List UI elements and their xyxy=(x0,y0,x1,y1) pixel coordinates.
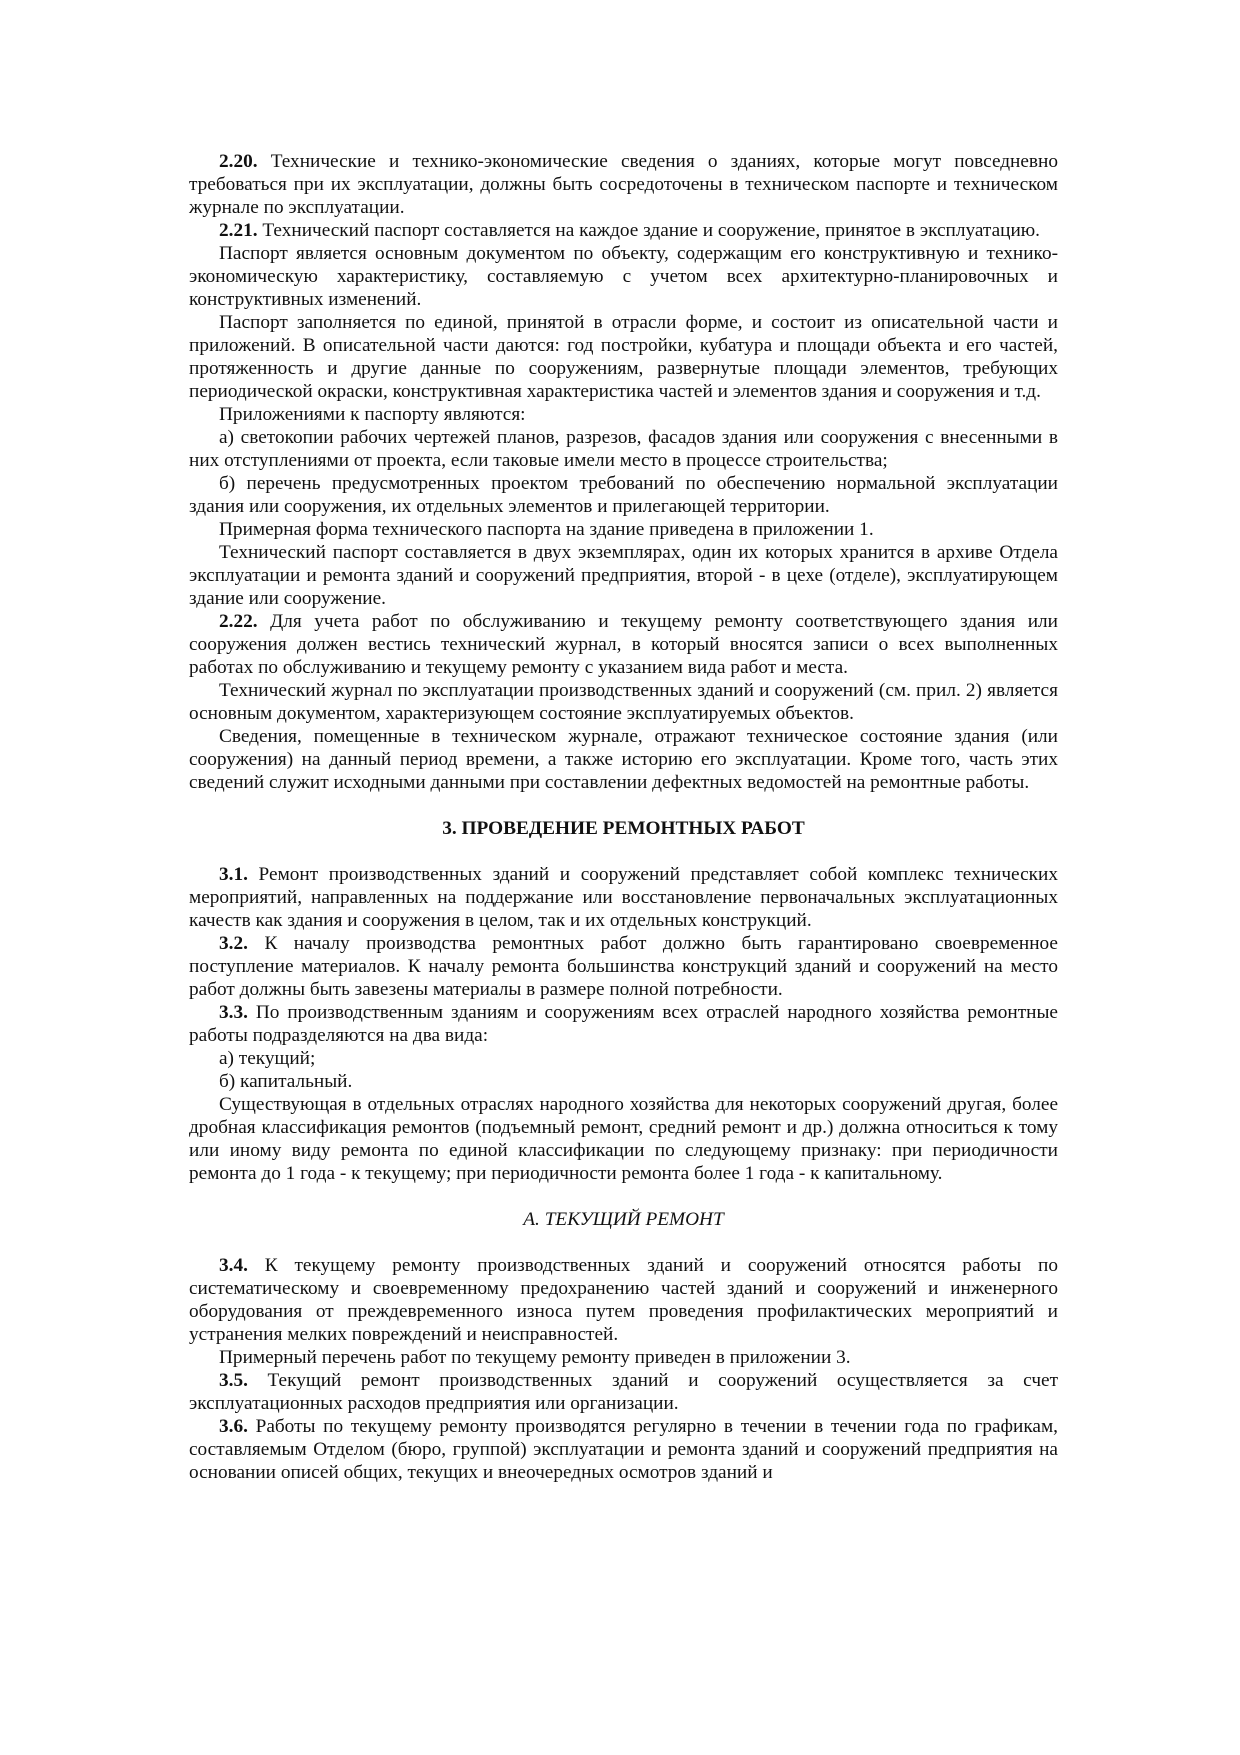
paragraph xyxy=(189,1369,1058,1415)
paragraphs-block-3a xyxy=(189,1254,1058,1484)
paragraph xyxy=(189,426,1058,472)
paragraph-text: а) текущий; xyxy=(219,1048,316,1069)
paragraph xyxy=(189,150,1058,219)
paragraph-text: Технический паспорт составляется на каждое здание и сооружение, принятое в эксплуатацию. xyxy=(262,220,1041,241)
clause-number: 3.6. xyxy=(219,1416,248,1437)
clause-number: 2.22. xyxy=(219,611,258,632)
clause-number: 3.5. xyxy=(219,1370,248,1391)
paragraph-text: Существующая в отдельных отраслях народного хозяйства для некоторых сооружений другая, более дробная классификация ремонтов (подъемный ремонт, средний ремонт и др.) должна относиться к тому или иному виду ремонта по единой классификации по следующему признаку: при периодичности ремонта до 1 года - к текущему; при периодичности ремонта более 1 года - к капитальному. xyxy=(189,1094,1058,1184)
paragraph-text: а) светокопии рабочих чертежей планов, разрезов, фасадов здания или сооружения с внесенными в них отступлениями от проекта, если таковые имели место в процессе строительства; xyxy=(189,427,1058,471)
section-heading: 3. ПРОВЕДЕНИЕ РЕМОНТНЫХ РАБОТ xyxy=(442,818,805,839)
clause-number: 2.21. xyxy=(219,220,258,241)
paragraph-text: Текущий ремонт производственных зданий и сооружений осуществляется за счет эксплуатационных расходов предприятия или организации. xyxy=(189,1370,1058,1414)
paragraph-text: б) перечень предусмотренных проектом требований по обеспечению нормальной эксплуатации здания или сооружения, их отдельных элементов и прилегающей территории. xyxy=(189,473,1058,517)
paragraph-text: Технический журнал по эксплуатации производственных зданий и сооружений (см. прил. 2) является основным документом, характеризующем состояние эксплуатируемых объектов. xyxy=(189,680,1058,724)
paragraph-text: Паспорт является основным документом по объекту, содержащим его конструктивную и технико-экономическую характеристику, составляемую с учетом всех архитектурно-планировочных и конструктивных изменений. xyxy=(189,243,1058,310)
paragraph-text: Для учета работ по обслуживанию и текущему ремонту соответствующего здания или сооружения должен вестись технический журнал, в который вносятся записи о всех выполненных работах по обслуживанию и текущему ремонту с указанием вида работ и места. xyxy=(189,611,1058,678)
paragraph-text: Ремонт производственных зданий и сооружений представляет собой комплекс технических мероприятий, направленных на поддержание или восстановление первоначальных эксплуатационных качеств как здания и сооружения в целом, так и их отдельных конструкций. xyxy=(189,864,1058,931)
paragraph xyxy=(189,1093,1058,1185)
paragraph xyxy=(189,1070,1058,1093)
clause-number: 3.4. xyxy=(219,1255,248,1276)
paragraph xyxy=(189,403,1058,426)
paragraph xyxy=(189,725,1058,794)
paragraph-text: Примерная форма технического паспорта на здание приведена в приложении 1. xyxy=(219,519,874,540)
paragraph xyxy=(189,1254,1058,1346)
document-page xyxy=(189,150,1058,1484)
paragraph-text: Технические и технико-экономические сведения о зданиях, которые могут повседневно требоваться при их эксплуатации, должны быть сосредоточены в техническом паспорте и техническом журнале по эксплуатации. xyxy=(189,151,1058,218)
paragraph xyxy=(189,863,1058,932)
paragraph-text: Паспорт заполняется по единой, принятой в отрасли форме, и состоит из описательной части и приложений. В описательной части даются: год постройки, кубатура и площади объекта и его частей, протяженность и другие данные по сооружениям, развернутые площади элементов, требующих периодической окраски, конструктивная характеристика частей и элементов здания и сооружения и т.д. xyxy=(189,312,1058,402)
paragraph xyxy=(189,518,1058,541)
paragraph xyxy=(189,472,1058,518)
paragraph-text: Приложениями к паспорту являются: xyxy=(219,404,526,425)
paragraph xyxy=(189,1001,1058,1047)
paragraph xyxy=(189,610,1058,679)
paragraphs-block-2 xyxy=(189,150,1058,794)
paragraph xyxy=(189,311,1058,403)
paragraph xyxy=(189,679,1058,725)
paragraph xyxy=(189,1415,1058,1484)
clause-number: 2.20. xyxy=(219,151,258,172)
clause-number: 3.1. xyxy=(219,864,248,885)
paragraph-text: К началу производства ремонтных работ должно быть гарантировано своевременное поступление материалов. К началу ремонта большинства конструкций зданий и сооружений на место работ должны быть завезены материалы в размере полной потребности. xyxy=(189,933,1058,1000)
paragraph xyxy=(189,541,1058,610)
clause-number: 3.3. xyxy=(219,1002,248,1023)
paragraph-text: б) капитальный. xyxy=(219,1071,353,1092)
paragraph xyxy=(189,932,1058,1001)
paragraph xyxy=(189,219,1058,242)
paragraph-text: К текущему ремонту производственных зданий и сооружений относятся работы по систематическому и своевременному предохранению частей зданий и сооружений и инженерного оборудования от преждевременного износа путем проведения профилактических мероприятий и устранения мелких повреждений и неисправностей. xyxy=(189,1255,1059,1345)
paragraph-text: Технический паспорт составляется в двух экземплярах, один их которых хранится в архиве Отдела эксплуатации и ремонта зданий и сооружений предприятия, второй - в цехе (отделе), эксплуатирующем здание или сооружение. xyxy=(189,542,1058,609)
paragraph xyxy=(189,1346,1058,1369)
paragraph-text: Сведения, помещенные в техническом журнале, отражают техническое состояние здания (или сооружения) на данный период времени, а также историю его эксплуатации. Кроме того, часть этих сведений служит исходными данными при составлении дефектных ведомостей на ремонтные работы. xyxy=(189,726,1058,793)
paragraph-text: Работы по текущему ремонту производятся регулярно в течении в течении года по графикам, составляемым Отделом (бюро, группой) эксплуатации и ремонта зданий и сооружений предприятия на основании описей общих, текущих и внеочередных осмотров зданий и xyxy=(189,1416,1058,1483)
paragraph xyxy=(189,1047,1058,1070)
paragraph xyxy=(189,242,1058,311)
subsection-heading: А. ТЕКУЩИЙ РЕМОНТ xyxy=(523,1209,724,1230)
paragraph-text: Примерный перечень работ по текущему ремонту приведен в приложении 3. xyxy=(219,1347,851,1368)
paragraph-text: По производственным зданиям и сооружениям всех отраслей народного хозяйства ремонтные работы подразделяются на два вида: xyxy=(189,1002,1058,1046)
paragraphs-block-3 xyxy=(189,863,1058,1185)
clause-number: 3.2. xyxy=(219,933,248,954)
